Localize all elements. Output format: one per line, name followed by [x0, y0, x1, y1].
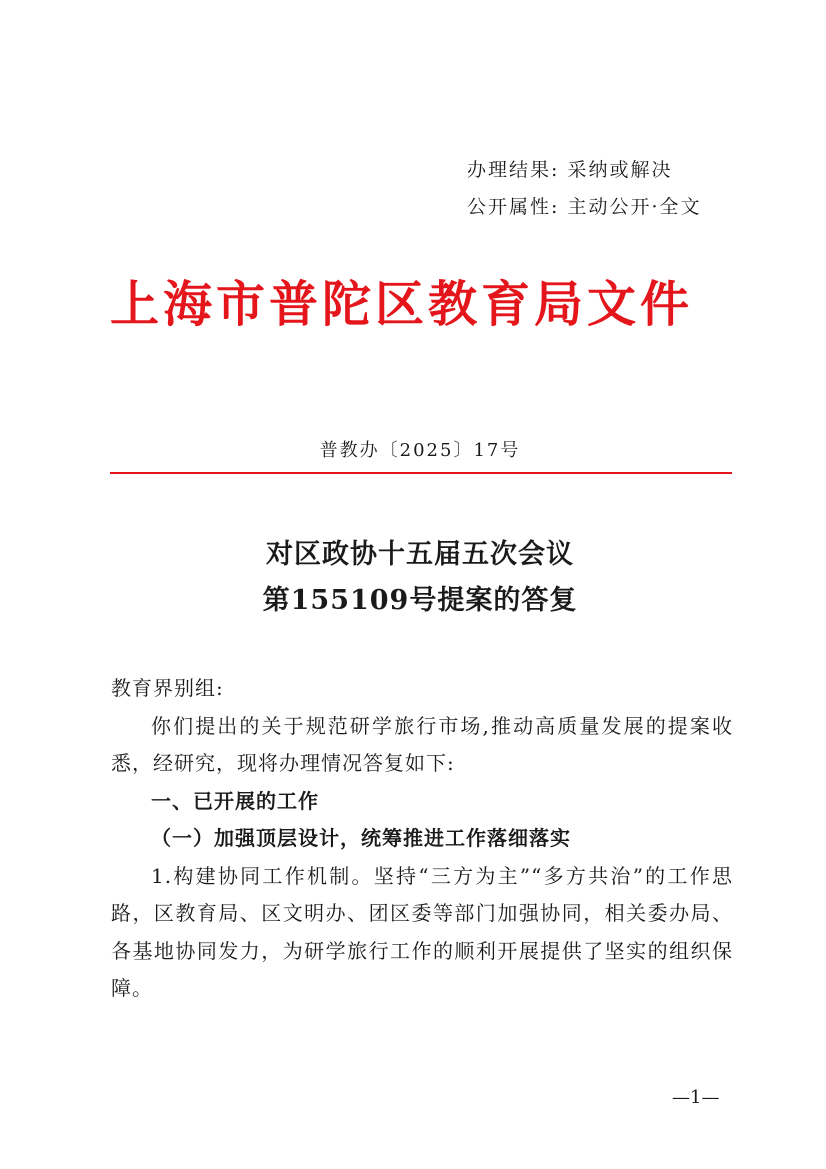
subsection-heading: （一）加强顶层设计，统筹推进工作落细落实 — [151, 826, 571, 850]
page-number: —1— — [672, 1087, 720, 1108]
handling-result: 办理结果: 采纳或解决 — [467, 159, 673, 181]
salutation: 教育界别组: — [111, 676, 224, 700]
document-title-line-2: 第155109号提案的答复 — [262, 585, 578, 616]
intro-paragraph: 你们提出的关于规范研学旅行市场,推动高质量发展的提案收悉，经研究，现将办理情况答复如下: — [111, 713, 733, 775]
section-heading: 一、已开展的工作 — [151, 788, 319, 813]
document-title — [110, 532, 730, 624]
disclosure-attribute: 公开属性: 主动公开·全文 — [467, 196, 702, 218]
issuing-organization-title: 上海市普陀区教育局文件 — [110, 275, 694, 333]
document-metadata — [467, 152, 701, 226]
document-body — [111, 670, 733, 1008]
red-divider-line — [110, 472, 732, 474]
body-paragraph: 1.构建协同工作机制。坚持“三方为主”“多方共治”的工作思路，区教育局、区文明办、团区委等部门加强协同，相关委办局、各基地协同发力，为研学旅行工作的顺利开展提供了坚实的组织保障。 — [111, 863, 733, 1000]
document-number: 普教办〔2025〕17号 — [319, 440, 521, 461]
document-title-line-1: 对区政协十五届五次会议 — [266, 539, 574, 570]
